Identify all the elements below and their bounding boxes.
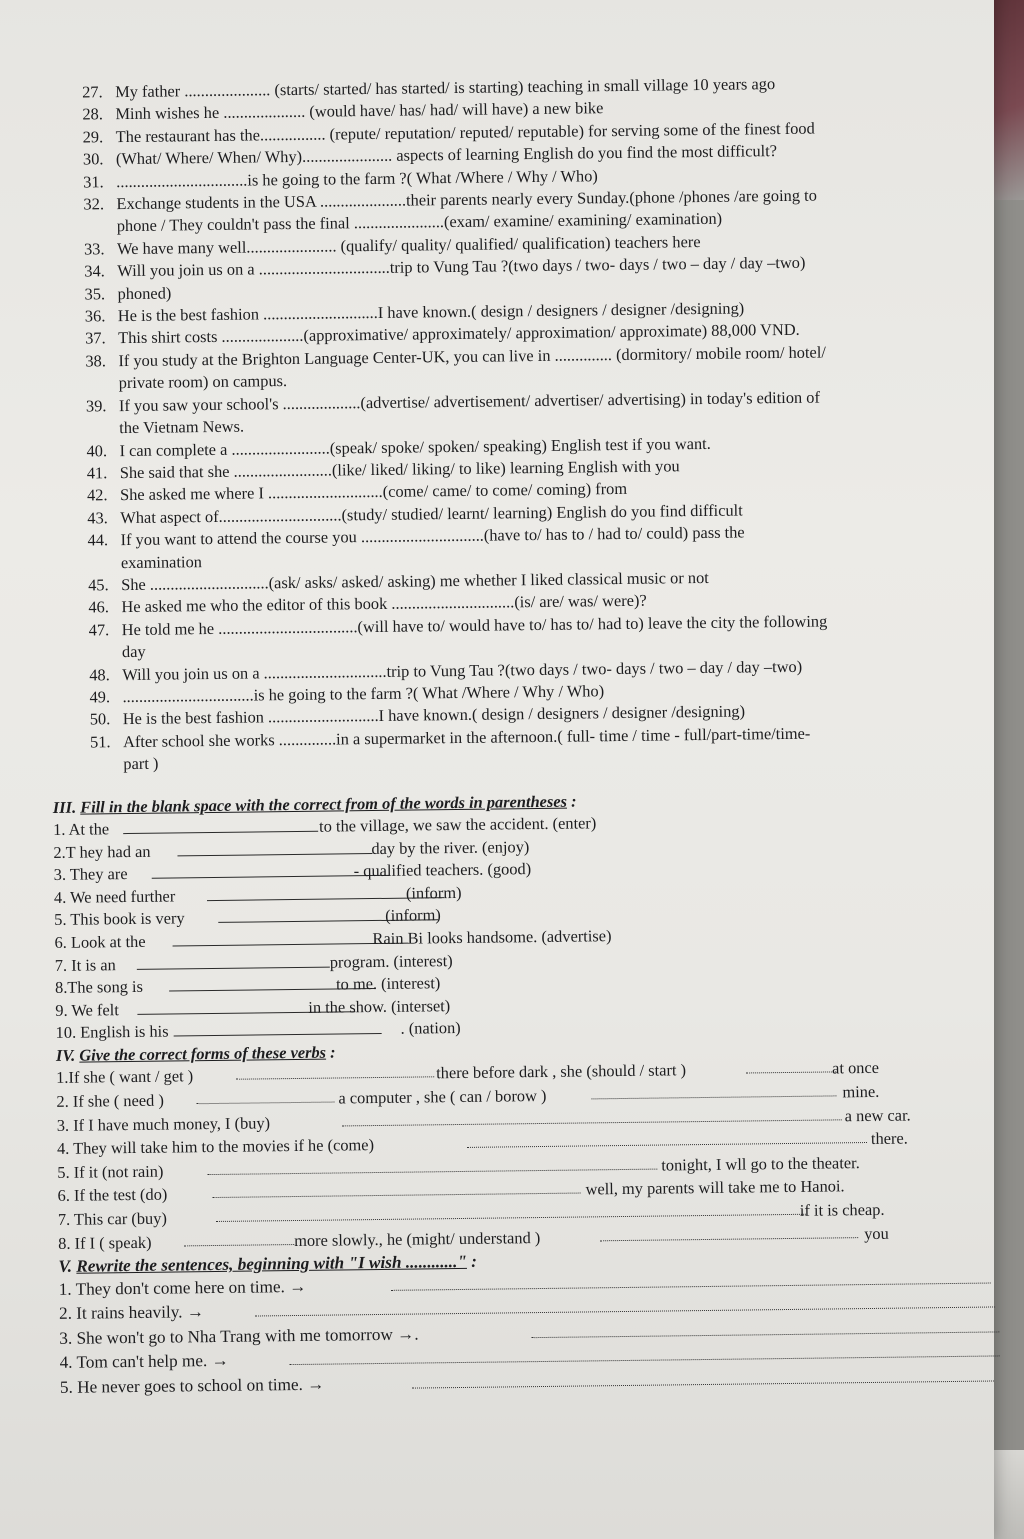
section-3-items [53,807,996,1044]
section-4-items [56,1056,998,1256]
section-5-number: V. [58,1256,73,1277]
question-text: (What/ Where/ When/ Why)...................... aspects of learning English do you find the most difficult? [115,141,778,169]
section-5-colon: : [471,1251,478,1271]
question-number: 49. [89,687,111,707]
verb-middle-text: a computer , she ( can / borow ) [338,1085,547,1108]
answer-blank-line [123,831,318,834]
question-number: 51. [89,732,111,752]
answer-dotted-line [236,1077,434,1080]
fill-hint: (inform) [405,882,462,903]
question-number: 29. [82,127,104,147]
answer-dotted-line [412,1380,994,1388]
fill-prompt: 7. It is an [54,954,116,975]
section-4-number: IV. [55,1045,76,1065]
question-number: 40. [86,440,108,461]
verb-ending: you [864,1223,889,1243]
verb-prompt: 4. They will take him to the movies if he (come) [56,1135,375,1159]
question-text-continued: the Vietnam News. [119,416,245,438]
answer-dotted-line [746,1072,836,1074]
answer-blank-line [137,966,330,969]
question-number: 30. [82,149,104,169]
worksheet-content [44,71,1000,1402]
fill-prompt: 9. We felt [55,999,119,1020]
verb-prompt: 5. If it (not rain) [57,1161,164,1182]
verb-ending: there. [870,1128,908,1149]
answer-dotted-line [196,1101,334,1104]
section-4-colon: : [329,1042,336,1062]
question-text-continued: phone / They couldn't pass the final ......................(exam/ examine/ examining/ examination) [116,209,723,236]
fill-hint: - qualified teachers. (good) [353,859,532,881]
question-text: ................................is he going to the farm ?( What /Where / Why / Who) [122,681,605,707]
question-number: 41. [86,463,108,483]
rewrite-prompt: 4. Tom can't help me. → [59,1351,229,1373]
section-3-number: III. [52,797,77,817]
question-text: Minh wishes he .................... (would have/ has/ had/ will have) a new bike [115,98,604,124]
verb-ending: if it is cheap. [799,1199,885,1220]
fill-prompt: 8.The song is [54,977,144,998]
question-text: If you want to attend the course you ..............................(have to/ has to / had to/ could) pass the [120,522,745,550]
verb-middle-text: there before dark , she (should / start ) [436,1060,687,1083]
section-3-colon: : [570,791,577,811]
question-text: She asked me where I ............................(come/ came/ to come/ coming) from [119,479,628,505]
verb-middle-text: more slowly., he (might/ understand ) [294,1227,541,1250]
fill-hint: to me. (interest) [335,973,441,994]
section-4-title: Give the correct forms of these verbs [79,1042,327,1065]
question-text: She said that she ........................(like/ liked/ liking/ to like) learning English with you [119,456,680,483]
fill-hint: program. (interest) [329,950,453,972]
verb-ending: at once [831,1058,880,1078]
answer-dotted-line [342,1119,842,1126]
question-number: 31. [83,171,104,192]
section-5-items [59,1267,1000,1401]
question-list-part-a [44,71,992,777]
verb-ending: mine. [842,1081,880,1102]
question-text: After school she works ..............in a supermarket in the afternoon.( full- time / time - full/part-time/time- [122,723,811,751]
rewrite-prompt: 1. They don't come here on time. → [58,1276,307,1299]
question-number: 46. [88,597,110,617]
question-text: She .............................(ask/ asks/ asked/ asking) me whether I liked classical music or not [121,567,709,595]
answer-dotted-line [531,1331,999,1338]
question-text: The restaurant has the................ (repute/ reputation/ reputed/ reputable) for serving some of the finest food [115,118,815,146]
fill-hint: (inform) [385,905,441,926]
verb-ending: tonight, I wll go to the theater. [661,1152,860,1175]
answer-dotted-line [591,1095,836,1099]
answer-blank-line [177,853,372,856]
question-number: 44. [87,530,109,550]
answer-dotted-line [216,1214,806,1222]
answer-blank-line [174,1033,382,1037]
answer-dotted-line [467,1142,867,1148]
question-number: 27. [82,82,103,102]
question-text: We have many well...................... (qualify/ quality/ qualified/ qualification) teachers here [116,231,701,258]
fill-prompt: 2.T hey had an [53,841,151,862]
question-text: He is the best fashion ............................I have known.( design / designers / designer /designing) [117,298,745,326]
answer-dotted-line [184,1244,294,1246]
answer-dotted-line [600,1237,858,1241]
question-number: 34. [84,261,105,281]
fill-hint: day by the river. (enjoy) [371,836,530,858]
question-text: He told me he ..................................(will have to/ would have to/ has to/ had to) leave the city the following [121,611,828,639]
question-number: 32. [83,194,105,214]
fill-prompt: 4. We need further [53,886,176,907]
question-text: He asked me who the editor of this book ..............................(is/ are/ was/ were)? [121,591,647,617]
question-number: 48. [89,664,110,685]
question-text: If you study at the Brighton Language Center-UK, you can live in .............. (dormitory/ mobile room/ hotel/ [118,342,827,370]
question-text: What aspect of..............................(study/ studied/ learnt/ learning) English do you find difficult [120,500,743,527]
verb-prompt: 3. If I have much money, I (buy) [56,1112,271,1135]
question-text-continued: examination [120,551,203,572]
question-number: 37. [85,328,106,348]
verb-prompt: 7. This car (buy) [57,1208,167,1229]
verb-prompt: 1.If she ( want / get ) [56,1066,194,1088]
verb-prompt: 8. If I ( speak) [58,1232,152,1253]
question-number: 42. [86,485,108,505]
question-number: 50. [89,709,111,729]
question-text: phoned) [117,283,172,303]
verb-prompt: 2. If she ( need ) [56,1090,164,1111]
question-number: 43. [87,507,108,528]
question-text-continued: part ) [123,753,159,774]
section-3-title: Fill in the blank space with the correct from of the words in parentheses [80,791,568,817]
answer-dotted-line [391,1282,991,1290]
question-text: My father ..................... (starts/ started/ has started/ is starting) teaching in small village 10 years ago [115,74,776,102]
fill-prompt: 10. English is his [55,1021,169,1043]
question-text: If you saw your school's ...................(advertise/ advertisement/ advertiser/ advertising) in today's edition of [118,387,821,415]
answer-dotted-line [290,1356,1000,1366]
fill-hint: Rain Bi looks handsome. (advertise) [372,926,612,949]
fill-hint: in the show. (interset) [308,995,451,1017]
answer-dotted-line [207,1168,657,1174]
question-number: 35. [84,283,106,304]
question-number: 45. [88,575,109,595]
question-number: 28. [82,104,104,124]
question-number: 39. [85,395,107,416]
question-text: Exchange students in the USA .....................their parents nearly every Sunday.(phone /phones /are going to [116,185,817,214]
fill-prompt: 6. Look at the [54,931,146,952]
fill-hint: . (nation) [400,1018,461,1039]
verb-ending: well, my parents will take me to Hanoi. [585,1176,845,1199]
question-number: 36. [84,306,106,326]
question-number: 33. [83,239,105,259]
question-number: 38. [85,351,107,371]
question-text-continued: day [121,641,146,662]
rewrite-prompt: 3. She won't go to Nha Trang with me tomorrow →. [59,1324,419,1348]
rewrite-prompt: 2. It rains heavily. → [58,1302,205,1324]
rewrite-prompt: 5. He never goes to school on time. → [59,1374,325,1397]
section-5-title: Rewrite the sentences, beginning with "I wish ............" [76,1252,467,1276]
answer-dotted-line [213,1193,581,1198]
verb-ending: a new car. [844,1105,911,1125]
answer-dotted-line [255,1307,995,1317]
verb-prompt: 6. If the test (do) [57,1184,168,1206]
question-text-continued: private room) on campus. [118,371,288,393]
fill-prompt: 3. They are [53,864,128,885]
question-number: 47. [88,619,110,640]
question-text: This shirt costs ....................(approximative/ approximately/ approximation/ approximate) 88,000 VND. [118,320,800,348]
question-text: Will you join us on a ..............................trip to Vung Tau ?(two days / two- days / two – day / day –two) [122,656,803,684]
question-text: Will you join us on a ................................trip to Vung Tau ?(two days / two- days / two – day / day –two) [117,252,806,281]
fill-prompt: 5. This book is very [54,908,185,930]
fill-prompt: 1. At the [53,819,110,839]
question-text: I can complete a ........................(speak/ spoke/ spoken/ speaking) English test if you want. [119,433,711,460]
fill-hint: to the village, we saw the accident. (enter) [318,813,597,836]
question-text: He is the best fashion ...........................I have known.( design / designers / designer /designing) [122,701,746,729]
question-text: ................................is he going to the farm ?( What /Where / Why / Who) [116,165,598,191]
